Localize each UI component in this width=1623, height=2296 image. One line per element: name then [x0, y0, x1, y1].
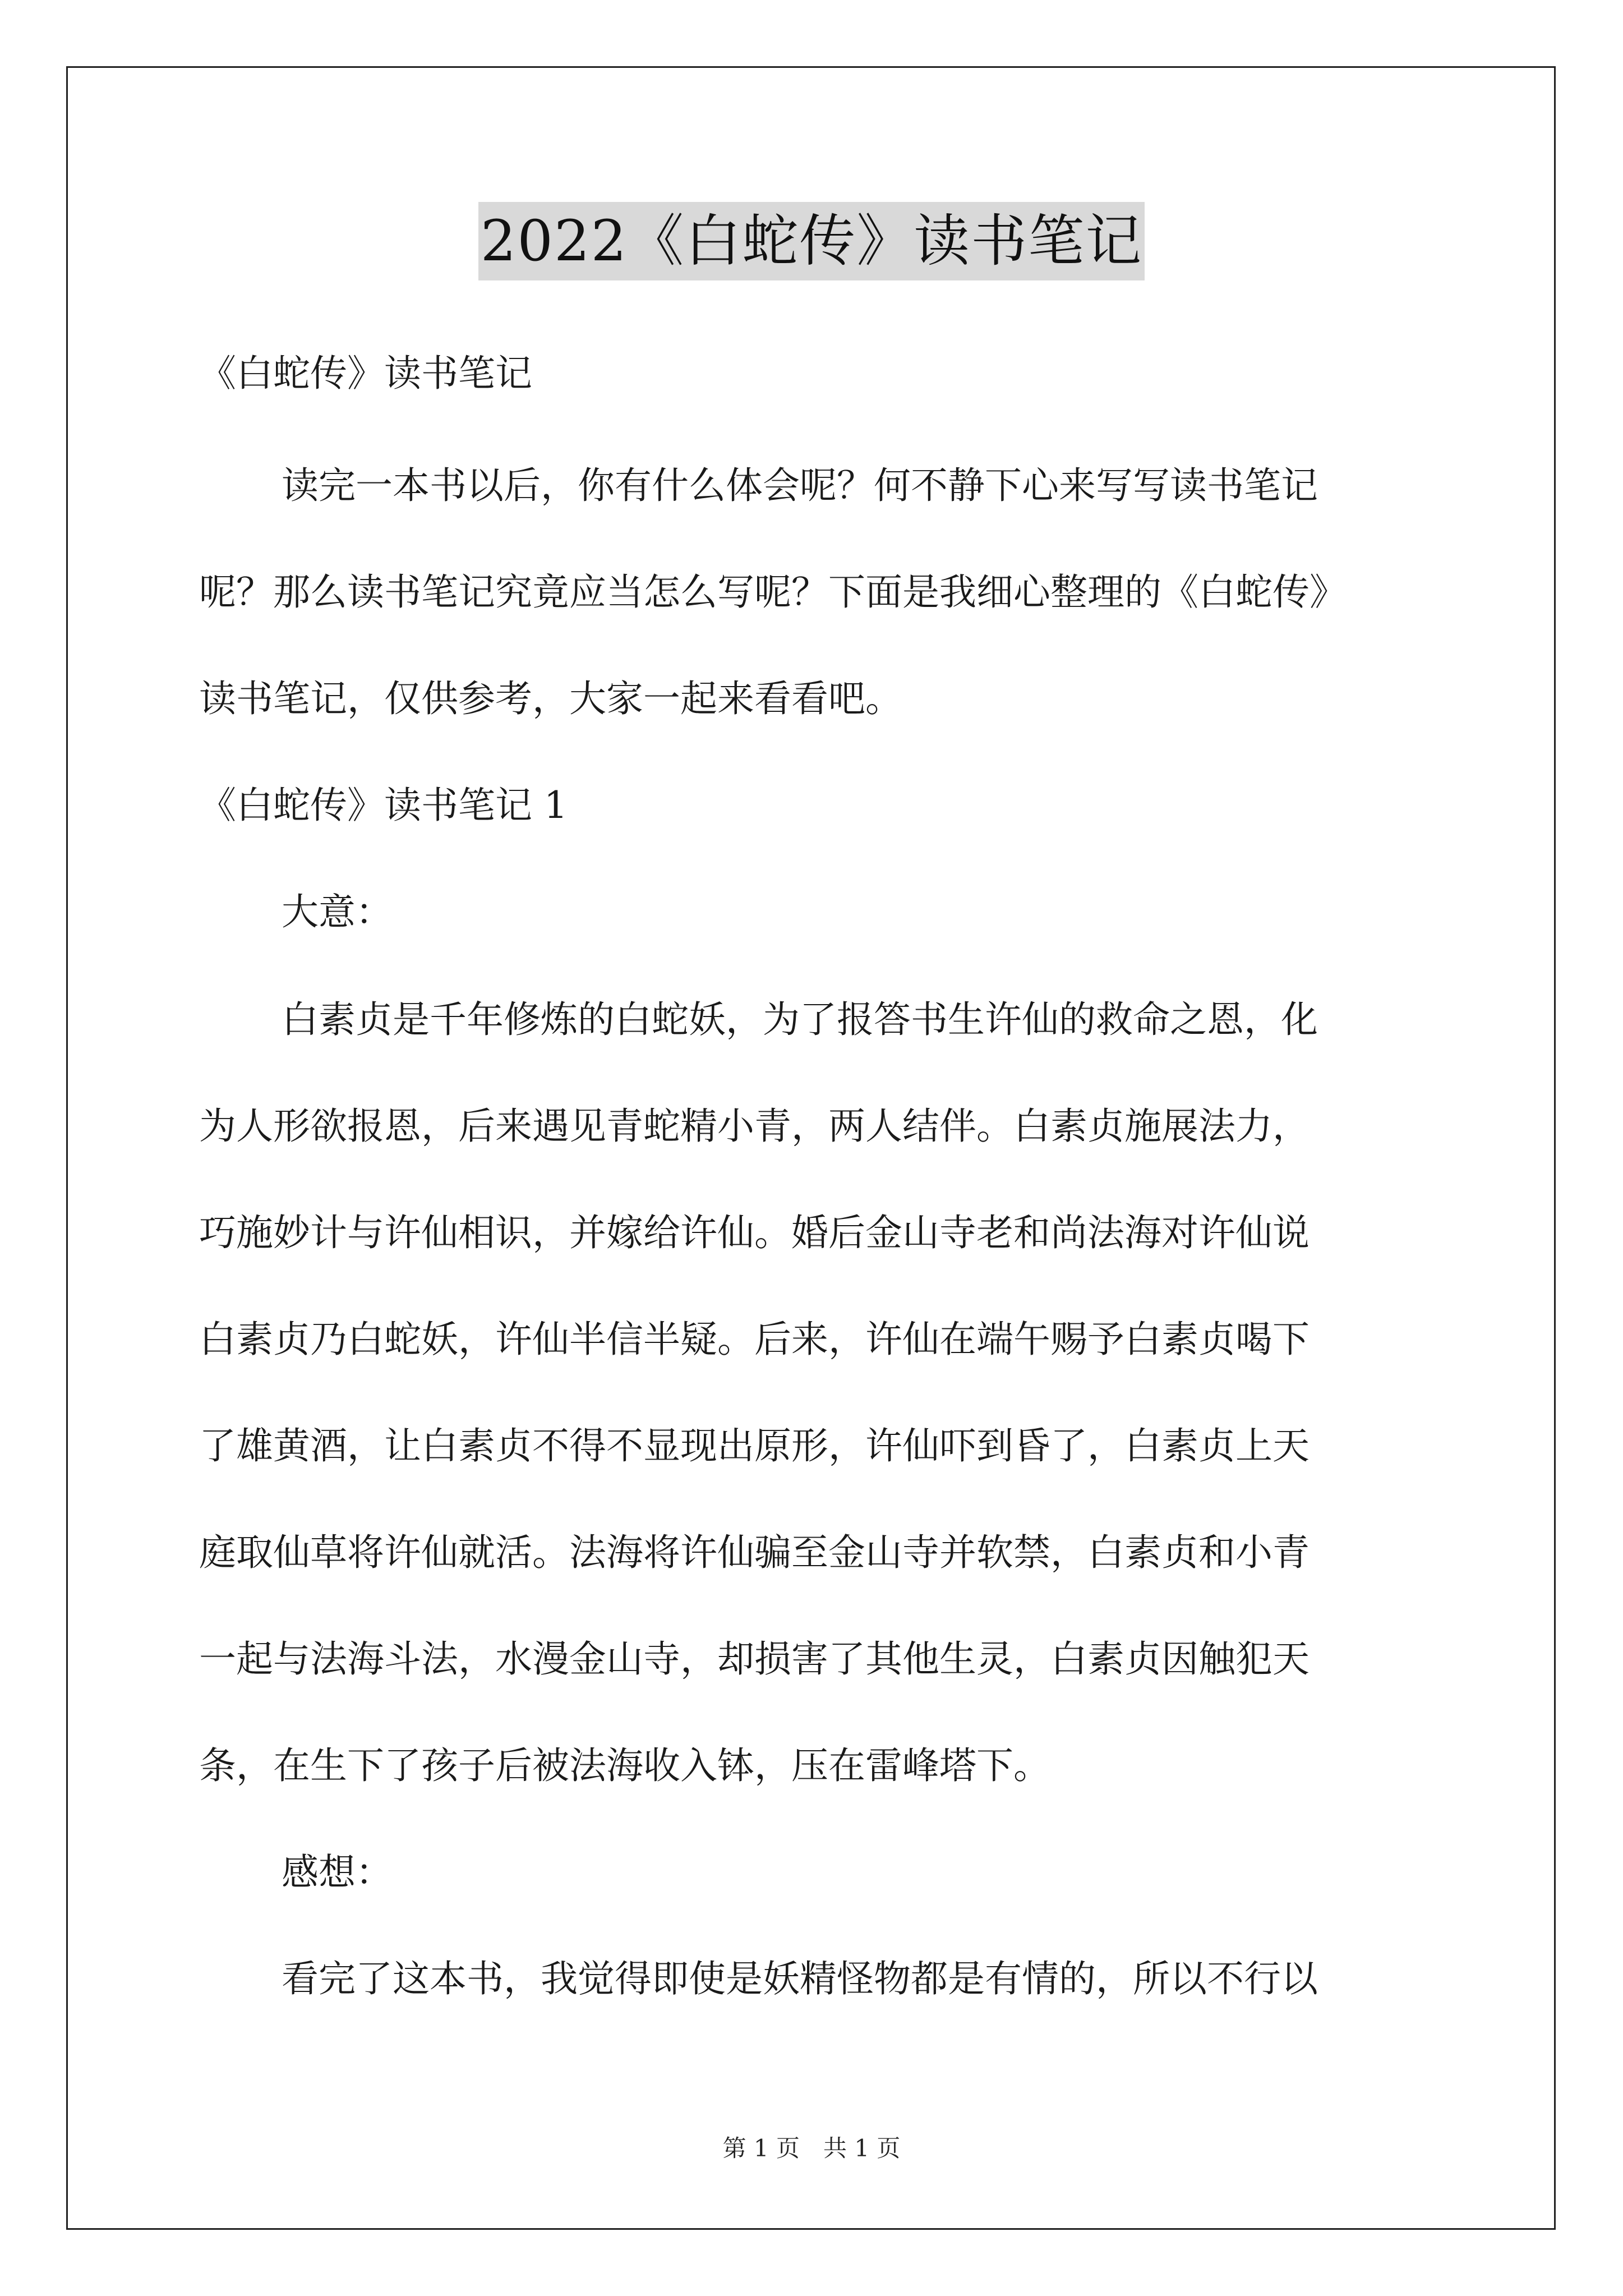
- title-area: [0, 202, 1623, 280]
- subtitle: 《白蛇传》读书笔记: [199, 352, 532, 395]
- reflection-label: 感想：: [282, 1851, 393, 1894]
- page-footer: [0, 2132, 1623, 2165]
- document-title: 2022《白蛇传》读书笔记: [478, 202, 1145, 280]
- summary-line: 为人形欲报恩，后来遇见青蛇精小青，两人结伴。白素贞施展法力，: [199, 1105, 1310, 1148]
- intro-line: 读完一本书以后，你有什么体会呢？何不静下心来写写读书笔记: [282, 464, 1318, 507]
- summary-line: 庭取仙草将许仙就活。法海将许仙骗至金山寺并软禁，白素贞和小青: [199, 1531, 1310, 1574]
- summary-line: 一起与法海斗法，水漫金山寺，却损害了其他生灵，白素贞因触犯天: [199, 1637, 1310, 1681]
- summary-line: 了雄黄酒，让白素贞不得不显现出原形，许仙吓到昏了，白素贞上天: [199, 1424, 1310, 1467]
- page-total: 共 1 页: [823, 2134, 901, 2162]
- summary-line: 白素贞乃白蛇妖，许仙半信半疑。后来，许仙在端午赐予白素贞喝下: [199, 1318, 1310, 1361]
- summary-label: 大意：: [282, 890, 393, 933]
- summary-line: 条，在生下了孩子后被法海收入钵，压在雷峰塔下。: [199, 1744, 1050, 1787]
- reflection-line: 看完了这本书，我觉得即使是妖精怪物都是有情的，所以不行以: [282, 1957, 1318, 2000]
- summary-line: 白素贞是千年修炼的白蛇妖，为了报答书生许仙的救命之恩，化: [282, 998, 1318, 1041]
- section-heading: 《白蛇传》读书笔记 1: [199, 784, 568, 827]
- summary-line: 巧施妙计与许仙相识，并嫁给许仙。婚后金山寺老和尚法海对许仙说: [199, 1211, 1310, 1254]
- intro-line: 读书笔记，仅供参考，大家一起来看看吧。: [199, 677, 902, 720]
- page-number: 第 1 页: [722, 2134, 800, 2162]
- intro-line: 呢？那么读书笔记究竟应当怎么写呢？下面是我细心整理的《白蛇传》: [199, 570, 1347, 614]
